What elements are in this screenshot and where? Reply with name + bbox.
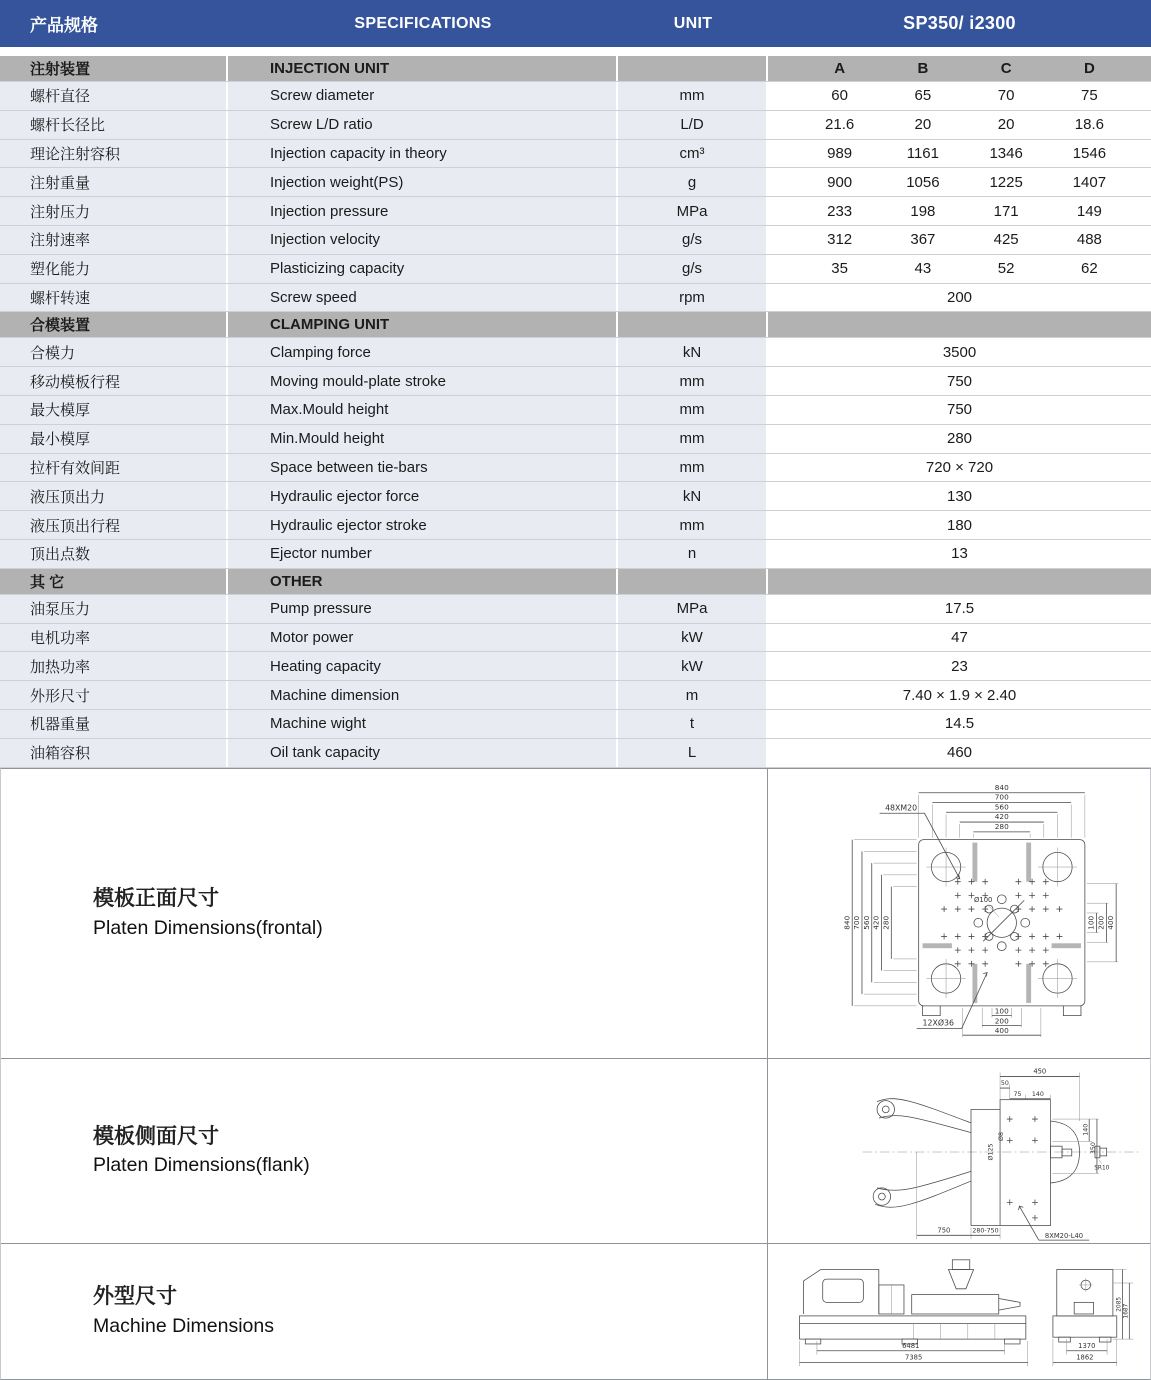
value-span: 14.5 <box>768 710 1151 738</box>
banner-gap <box>0 47 1151 56</box>
row-unit: n <box>618 540 768 568</box>
dim-label: 140 <box>1031 1090 1044 1098</box>
value-span: 200 <box>768 284 1151 312</box>
dim-label: 560 <box>994 801 1009 811</box>
row-unit: mm <box>618 454 768 482</box>
value-c: 70 <box>997 87 1015 105</box>
dim-label: 1862 <box>1076 1352 1094 1361</box>
drawing-title-zh: 外型尺寸 <box>93 1285 177 1309</box>
dim-label: 280 <box>994 821 1009 831</box>
value-b: 65 <box>914 87 932 105</box>
section-zh: 合模装置 <box>0 312 228 337</box>
drawing-title-en: Platen Dimensions(frontal) <box>93 916 323 939</box>
section-value-cell <box>768 569 1151 594</box>
row-label-en: Min.Mould height <box>228 425 618 453</box>
dim-label: 560 <box>861 915 871 930</box>
drawing-label-block <box>1 1244 768 1379</box>
header-model: SP350/ i2300 <box>903 13 1016 33</box>
callout-bolts: 48XM20 <box>885 802 918 812</box>
machine-dimensions-drawing <box>784 1254 1140 1372</box>
table-row <box>0 710 1151 739</box>
section-en: CLAMPING UNIT <box>228 312 618 337</box>
row-unit: L/D <box>618 111 768 139</box>
dim-label: 420 <box>994 811 1009 821</box>
table-row <box>0 540 1151 569</box>
value-b: 198 <box>910 202 936 220</box>
row-label-en: Hydraulic ejector force <box>228 482 618 510</box>
table-row <box>0 82 1151 111</box>
value-span: 3500 <box>768 338 1151 366</box>
table-row <box>0 652 1151 681</box>
callout-ejector-holes: 12XØ36 <box>922 1017 954 1027</box>
row-unit: mm <box>618 425 768 453</box>
table-row <box>0 681 1151 710</box>
platen-flank-drawing <box>856 1059 1148 1245</box>
callout-center-hole: Ø100 <box>973 895 993 904</box>
row-label-zh: 螺杆直径 <box>0 82 228 110</box>
value-b: 367 <box>910 231 936 249</box>
row-label-zh: 塑化能力 <box>0 255 228 283</box>
value-span: 13 <box>768 540 1151 568</box>
header-product-spec-zh: 产品规格 <box>30 16 98 35</box>
row-label-en: Ejector number <box>228 540 618 568</box>
value-span: 17.5 <box>768 595 1151 623</box>
table-row <box>0 396 1151 425</box>
drawing-section-machine <box>1 1243 1150 1379</box>
value-b: 1161 <box>906 144 939 162</box>
drawing-title-zh: 模板侧面尺寸 <box>93 1124 219 1148</box>
row-label-zh: 注射速率 <box>0 226 228 254</box>
row-label-zh: 注射重量 <box>0 168 228 196</box>
value-d: 1546 <box>1072 144 1107 162</box>
row-label-zh: 油箱容积 <box>0 739 228 767</box>
row-unit: g/s <box>618 255 768 283</box>
row-unit: mm <box>618 82 768 110</box>
table-row <box>0 739 1151 768</box>
row-label-zh: 外形尺寸 <box>0 681 228 709</box>
value-span: 7.40 × 1.9 × 2.40 <box>768 681 1151 709</box>
value-d: 75 <box>1081 87 1098 105</box>
row-unit: kW <box>618 652 768 680</box>
section-zh: 其 它 <box>0 569 228 594</box>
dim-label: 450 <box>1033 1067 1047 1076</box>
value-d: 488 <box>1076 231 1102 249</box>
dim-label: 100 <box>1086 915 1096 930</box>
row-label-en: Injection velocity <box>228 226 618 254</box>
value-b: 1056 <box>906 173 940 191</box>
col-label-b: B <box>917 60 929 77</box>
table-row <box>0 624 1151 653</box>
row-label-zh: 理论注射容积 <box>0 140 228 168</box>
dim-label: 2085 <box>1116 1296 1123 1312</box>
callout-locating-ring: Ø125 <box>987 1143 995 1160</box>
dim-label: 700 <box>852 915 862 930</box>
table-row <box>0 226 1151 255</box>
row-label-zh: 移动模板行程 <box>0 367 228 395</box>
dim-label: 50 <box>1000 1079 1009 1087</box>
value-span: 180 <box>768 511 1151 539</box>
col-label-a: A <box>834 60 846 77</box>
drawing-title-zh: 模板正面尺寸 <box>93 887 219 911</box>
section-en: OTHER <box>228 569 618 594</box>
row-label-en: Hydraulic ejector stroke <box>228 511 618 539</box>
dim-label: 840 <box>994 782 1009 792</box>
row-unit: MPa <box>618 197 768 225</box>
table-row <box>0 367 1151 396</box>
value-span: 750 <box>768 367 1151 395</box>
value-a: 21.6 <box>825 116 855 134</box>
table-row <box>0 111 1151 140</box>
row-unit: mm <box>618 396 768 424</box>
row-label-zh: 最大模厚 <box>0 396 228 424</box>
row-unit: m <box>618 681 768 709</box>
value-d: 1407 <box>1072 173 1107 191</box>
row-unit: kN <box>618 482 768 510</box>
value-c: 52 <box>997 260 1015 278</box>
dim-label: 140 <box>1082 1123 1090 1136</box>
value-span: 720 × 720 <box>768 454 1151 482</box>
row-label-en: Heating capacity <box>228 652 618 680</box>
row-label-en: Pump pressure <box>228 595 618 623</box>
value-a: 312 <box>827 231 853 249</box>
value-d: 62 <box>1081 260 1098 278</box>
row-label-zh: 油泵压力 <box>0 595 228 623</box>
section-value-cell <box>768 312 1151 337</box>
row-label-en: Motor power <box>228 624 618 652</box>
value-d: 149 <box>1076 202 1102 220</box>
row-unit: g/s <box>618 226 768 254</box>
table-row <box>0 168 1151 197</box>
value-c: 171 <box>993 202 1019 220</box>
dim-label: 350 <box>1090 1141 1097 1154</box>
dim-label: 280 <box>881 915 891 930</box>
value-span: 750 <box>768 396 1151 424</box>
section-unit-cell <box>618 569 768 594</box>
row-label-en: Plasticizing capacity <box>228 255 618 283</box>
dim-label: 280-750 <box>972 1226 999 1234</box>
callout-mounting-bolts: 8XM20-L40 <box>1044 1231 1084 1240</box>
dim-label: 100 <box>994 1006 1009 1016</box>
row-label-en: Machine wight <box>228 710 618 738</box>
value-a: 989 <box>827 144 853 162</box>
section-header-injection <box>0 56 1151 82</box>
row-label-en: Oil tank capacity <box>228 739 618 767</box>
dim-label: 7385 <box>905 1352 923 1361</box>
value-span: 460 <box>768 739 1151 767</box>
dim-label: 1370 <box>1078 1341 1096 1350</box>
dim-label: 700 <box>994 792 1009 802</box>
header-unit: UNIT <box>673 14 713 32</box>
table-row <box>0 338 1151 367</box>
section-en: INJECTION UNIT <box>228 56 618 81</box>
row-label-en: Screw speed <box>228 284 618 312</box>
dim-label: 400 <box>994 1025 1009 1035</box>
value-c: 20 <box>997 116 1015 134</box>
row-label-zh: 合模力 <box>0 338 228 366</box>
row-unit: t <box>618 710 768 738</box>
section-zh: 注射装置 <box>0 56 228 81</box>
value-b: 43 <box>914 260 932 278</box>
col-label-c: C <box>1000 60 1012 77</box>
row-unit: kN <box>618 338 768 366</box>
drawing-label-block <box>1 1059 768 1243</box>
table-row <box>0 425 1151 454</box>
value-d: 18.6 <box>1074 116 1104 134</box>
section-unit-cell <box>618 312 768 337</box>
row-label-zh: 顶出点数 <box>0 540 228 568</box>
table-row <box>0 197 1151 226</box>
table-row <box>0 284 1151 313</box>
value-a: 900 <box>827 173 853 191</box>
row-label-en: Clamping force <box>228 338 618 366</box>
col-label-d: D <box>1083 60 1095 77</box>
dim-label: 200 <box>1096 915 1106 930</box>
table-row <box>0 140 1151 169</box>
row-label-en: Machine dimension <box>228 681 618 709</box>
dim-label: 840 <box>842 915 852 930</box>
platen-frontal-drawing <box>840 781 1144 1043</box>
callout-rod-tip: SR10 <box>1094 1164 1110 1171</box>
drawing-section-platen-frontal <box>1 769 1150 1058</box>
row-unit: g <box>618 168 768 196</box>
dim-label: 1687 <box>1123 1303 1130 1318</box>
section-header-clamping <box>0 312 1151 338</box>
row-label-zh: 拉杆有效间距 <box>0 454 228 482</box>
row-label-en: Max.Mould height <box>228 396 618 424</box>
row-unit: kW <box>618 624 768 652</box>
row-label-zh: 机器重量 <box>0 710 228 738</box>
value-a: 60 <box>831 87 848 105</box>
row-label-en: Injection pressure <box>228 197 618 225</box>
value-span: 47 <box>768 624 1151 652</box>
row-label-en: Injection capacity in theory <box>228 140 618 168</box>
row-unit: cm³ <box>618 140 768 168</box>
section-unit-cell <box>618 56 768 81</box>
drawing-title-en: Machine Dimensions <box>93 1314 274 1337</box>
value-c: 1346 <box>989 144 1023 162</box>
row-unit: rpm <box>618 284 768 312</box>
value-a: 233 <box>827 202 853 220</box>
row-label-zh: 电机功率 <box>0 624 228 652</box>
dim-label: 75 <box>1013 1090 1022 1098</box>
value-c: 425 <box>993 231 1019 249</box>
value-c: 1225 <box>989 173 1023 191</box>
drawings-area <box>0 768 1151 1380</box>
header-specifications: SPECIFICATIONS <box>354 14 492 32</box>
value-b: 20 <box>914 116 932 134</box>
variant-letters <box>768 60 1151 77</box>
row-label-en: Space between tie-bars <box>228 454 618 482</box>
dim-label: 420 <box>871 915 881 930</box>
row-label-zh: 螺杆转速 <box>0 284 228 312</box>
row-label-en: Moving mould-plate stroke <box>228 367 618 395</box>
row-unit: mm <box>618 511 768 539</box>
callout-nozzle-hole: Ø8 <box>997 1131 1005 1141</box>
table-header <box>0 0 1151 47</box>
row-label-en: Screw diameter <box>228 82 618 110</box>
table-row <box>0 482 1151 511</box>
drawing-section-platen-flank <box>1 1058 1150 1243</box>
table-row <box>0 255 1151 284</box>
table-row <box>0 511 1151 540</box>
row-label-zh: 最小模厚 <box>0 425 228 453</box>
section-header-other <box>0 569 1151 595</box>
drawing-title-en: Platen Dimensions(flank) <box>93 1154 310 1177</box>
row-label-zh: 注射压力 <box>0 197 228 225</box>
row-label-zh: 螺杆长径比 <box>0 111 228 139</box>
dim-label: 6481 <box>902 1341 920 1350</box>
row-label-zh: 液压顶出力 <box>0 482 228 510</box>
dim-label: 750 <box>937 1225 951 1234</box>
value-span: 130 <box>768 482 1151 510</box>
dim-label: 200 <box>994 1015 1009 1025</box>
table-row <box>0 595 1151 624</box>
row-label-en: Injection weight(PS) <box>228 168 618 196</box>
row-label-zh: 液压顶出行程 <box>0 511 228 539</box>
row-unit: L <box>618 739 768 767</box>
dim-label: 400 <box>1106 915 1116 930</box>
row-unit: mm <box>618 367 768 395</box>
drawing-label-block <box>1 769 768 1058</box>
row-label-en: Screw L/D ratio <box>228 111 618 139</box>
value-a: 35 <box>831 260 848 278</box>
table-row <box>0 454 1151 483</box>
value-span: 280 <box>768 425 1151 453</box>
row-label-zh: 加热功率 <box>0 652 228 680</box>
row-unit: MPa <box>618 595 768 623</box>
value-span: 23 <box>768 652 1151 680</box>
